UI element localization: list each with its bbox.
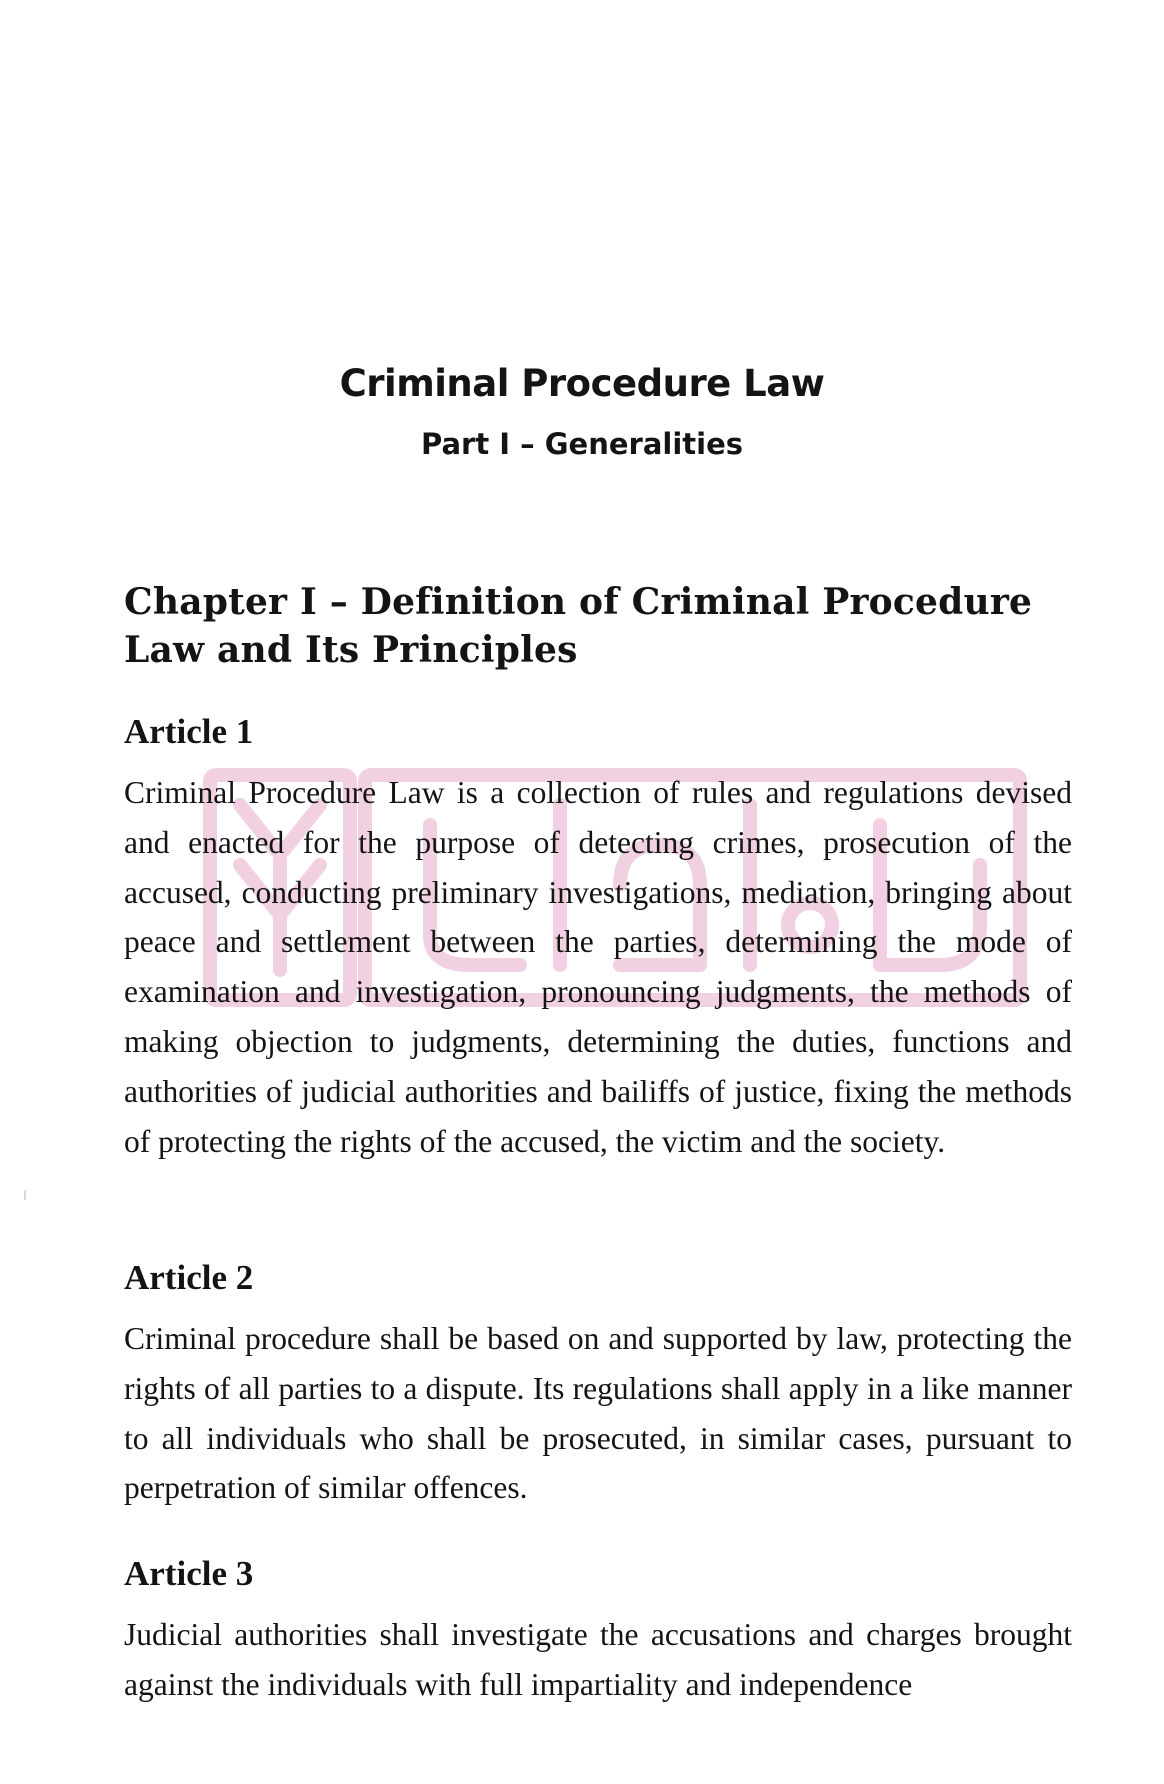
document-title: Criminal Procedure Law bbox=[339, 362, 825, 405]
article-2-heading: Article 2 bbox=[124, 1258, 254, 1297]
article-3-heading: Article 3 bbox=[124, 1554, 254, 1593]
article-3-text: Judicial authorities shall investigate the accusations and charges brought against the individuals with full impartiality and independence bbox=[124, 1617, 1072, 1702]
chapter-heading-line-1: Chapter I – Definition of Criminal Procedure bbox=[124, 581, 1033, 623]
chapter-heading-line-2: Law and Its Principles bbox=[124, 629, 578, 671]
scan-edge-mark bbox=[24, 1190, 26, 1200]
article-1-heading: Article 1 bbox=[124, 712, 254, 751]
part-subtitle: Part I – Generalities bbox=[420, 427, 744, 461]
article-1-text: Criminal Procedure Law is a collection of rules and regulations devised and enacted for the purpose of detecting crimes, prosecution of the accused, conducting preliminary investigations, mediation, bringing about peace and settlement between the parties, determining the mode of examination and investigation, pronouncing judgments, the methods of making objection to judgments, determining the duties, functions and authorities of judicial authorities and bailiffs of justice, fixing the methods of protecting the rights of the accused, the victim and the society. bbox=[124, 775, 1072, 1159]
chapter-heading bbox=[124, 578, 1084, 674]
article-2-text: Criminal procedure shall be based on and supported by law, protecting the rights of all parties to a dispute. Its regulations shall apply in a like manner to all individuals who shall be prosecuted, in similar cases, pursuant to perpetration of similar offences. bbox=[124, 1321, 1072, 1506]
